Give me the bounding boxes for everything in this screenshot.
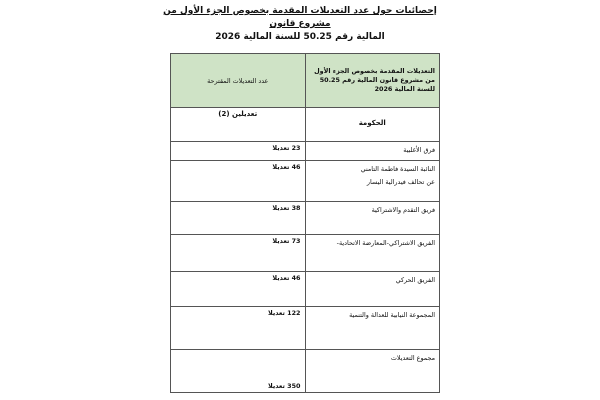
- document-title: [150, 5, 450, 44]
- table-row: [171, 108, 440, 142]
- row-count: 23 تعديلا: [171, 142, 306, 161]
- header-count: عدد التعديلات المقترحة: [171, 54, 306, 108]
- title-line-1: إحصائيات حول عدد التعديلات المقدمة بخصوص الجزء الأول من مشروع قانون: [163, 6, 437, 29]
- row-count: 122 تعديلا: [171, 307, 306, 350]
- row-label: الفريق الاشتراكي-المعارضة الاتحادية-: [305, 235, 440, 272]
- row-count: 350 تعديلا: [171, 350, 306, 393]
- row-count: تعديلين (2): [171, 108, 306, 142]
- row-label: [305, 161, 440, 202]
- row-label: الفريق الحركي: [305, 272, 440, 307]
- table-row: [171, 202, 440, 235]
- row-count: 38 تعديلا: [171, 202, 306, 235]
- row-count: 73 تعديلا: [171, 235, 306, 272]
- table-row: [171, 161, 440, 202]
- row-label: المجموعة النيابية للعدالة والتنمية: [305, 307, 440, 350]
- row-count: 46 تعديلا: [171, 272, 306, 307]
- title-line-2: المالية رقم 50.25 للسنة المالية 2026: [215, 32, 385, 42]
- amendments-table: [170, 53, 440, 393]
- row-count: 46 تعديلا: [171, 161, 306, 202]
- table-row: [171, 142, 440, 161]
- table-row-total: [171, 350, 440, 393]
- row-label-line-2: عن تحالف فيدرالية اليسار: [366, 178, 435, 186]
- row-label: فريق التقدم والاشتراكية: [305, 202, 440, 235]
- table-row: [171, 307, 440, 350]
- table-row: [171, 235, 440, 272]
- table-header-row: [171, 54, 440, 108]
- header-amendments: التعديلات المقدمة بخصوص الجزء الأول من مشروع قانون المالية رقم 50.25 للسنة المالية 2026: [305, 54, 440, 108]
- table-row: [171, 272, 440, 307]
- row-label-line-1: النائبة السيدة فاطمة التامني: [360, 165, 435, 173]
- row-label: فرق الأغلبية: [305, 142, 440, 161]
- row-label: الحكومة: [305, 108, 440, 142]
- row-label: مجموع التعديلات: [305, 350, 440, 393]
